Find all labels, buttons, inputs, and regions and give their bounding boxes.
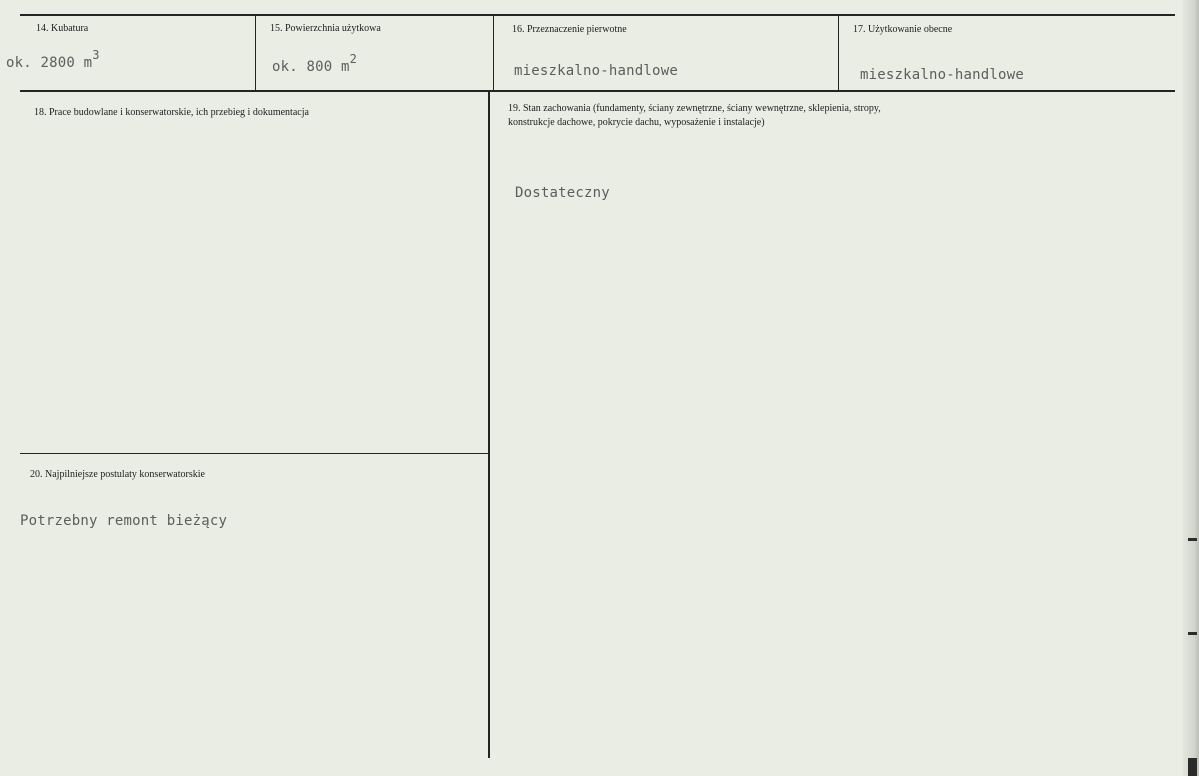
field-16-label: 16. Przeznaczenie pierwotne	[512, 24, 627, 35]
field-15-value-superscript: 2	[349, 52, 358, 66]
field-20-label: 20. Najpilniejsze postulaty konserwatorskie	[30, 469, 205, 480]
scan-edge-bar	[1183, 0, 1199, 776]
field-15-value	[272, 52, 358, 75]
field-20-value: Potrzebny remont bieżący	[20, 513, 228, 529]
divider-16-17	[838, 14, 839, 91]
field-17-label: 17. Użytkowanie obecne	[853, 24, 953, 35]
field-15-label: 15. Powierzchnia użytkowa	[270, 23, 381, 34]
field-19-value: Dostateczny	[515, 185, 610, 201]
mid-rule	[20, 90, 1175, 92]
top-rule	[20, 14, 1175, 16]
divider-18-20-horizontal	[20, 453, 490, 454]
field-17-value: mieszkalno-handlowe	[860, 67, 1024, 83]
divider-14-15	[255, 14, 256, 91]
field-19-label-line2: konstrukcje dachowe, pokrycie dachu, wyposażenie i instalacje)	[508, 117, 765, 128]
field-18-label: 18. Prace budowlane i konserwatorskie, ich przebieg i dokumentacja	[34, 107, 309, 118]
divider-15-16	[493, 14, 494, 91]
field-19-label-line1: 19. Stan zachowania (fundamenty, ściany zewnętrzne, ściany wewnętrzne, sklepienia, stropy,	[508, 103, 881, 114]
field-14-label: 14. Kubatura	[36, 23, 89, 34]
scan-edge-mark-top	[1188, 538, 1197, 541]
scan-edge-mark-bottom	[1188, 758, 1197, 776]
field-15-value-text: ok. 800 m	[272, 59, 350, 75]
field-14-value-superscript: 3	[92, 48, 100, 62]
scan-edge-mark-middle	[1188, 632, 1197, 635]
field-14-value	[6, 48, 100, 71]
divider-18-19-vertical	[488, 90, 490, 758]
field-16-value: mieszkalno-handlowe	[514, 63, 678, 79]
field-14-value-text: ok. 2800 m	[6, 55, 93, 71]
